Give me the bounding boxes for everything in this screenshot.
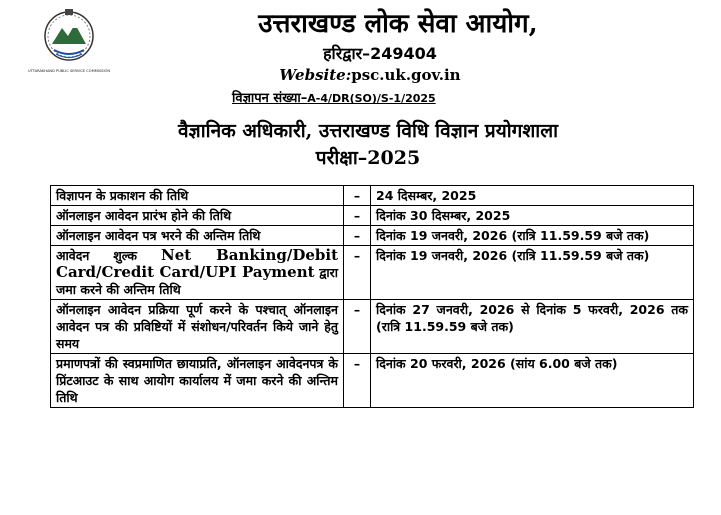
table-row bbox=[51, 354, 694, 408]
exam-title bbox=[98, 118, 638, 172]
table-row bbox=[51, 186, 694, 206]
website-line bbox=[250, 66, 490, 84]
event-cell: प्रमाणपत्रों की स्वप्रमाणित छायाप्रति, ऑनलाइन आवेदनपत्र के प्रिंटआउट के साथ आयोग कार्यालय में जमा करने की अन्तिम तिथि bbox=[51, 354, 344, 408]
org-name: उत्तराखण्ड लोक सेवा आयोग, bbox=[258, 9, 538, 39]
separator-cell: – bbox=[344, 226, 371, 246]
table-row bbox=[51, 206, 694, 226]
date-cell: दिनांक 19 जनवरी, 2026 (रात्रि 11.59.59 बजे तक) bbox=[371, 246, 694, 300]
separator-cell: – bbox=[344, 354, 371, 408]
event-cell: ऑनलाइन आवेदन प्रक्रिया पूर्ण करने के पश्चात् ऑनलाइन आवेदन पत्र की प्रविष्टियों में संशोधन/परिवर्तन किये जाने हेतु समय bbox=[51, 300, 344, 354]
event-cell bbox=[51, 246, 344, 300]
date-cell: दिनांक 27 जनवरी, 2026 से दिनांक 5 फरवरी, 2026 तक (रात्रि 11.59.59 बजे तक) bbox=[371, 300, 694, 354]
date-cell: दिनांक 30 दिसम्बर, 2025 bbox=[371, 206, 694, 226]
org-city: हरिद्वार–249404 bbox=[323, 44, 437, 63]
website-label: Website: bbox=[279, 66, 352, 84]
date-cell: दिनांक 20 फरवरी, 2026 (सांय 6.00 बजे तक) bbox=[371, 354, 694, 408]
event-cell: ऑनलाइन आवेदन प्रारंभ होने की तिथि bbox=[51, 206, 344, 226]
event-text-post: द्वारा जमा करने की अन्तिम तिथि bbox=[56, 265, 339, 297]
table-row bbox=[51, 246, 694, 300]
separator-cell: – bbox=[344, 300, 371, 354]
event-text: विज्ञापन के प्रकाशन की तिथि bbox=[56, 188, 189, 203]
advt-label: विज्ञापन संख्या– bbox=[232, 91, 308, 106]
table-row bbox=[51, 300, 694, 354]
date-cell: 24 दिसम्बर, 2025 bbox=[371, 186, 694, 206]
exam-title-line1: वैज्ञानिक अधिकारी, उत्तराखण्ड विधि विज्ञान प्रयोगशाला bbox=[177, 120, 559, 142]
event-cell: ऑनलाइन आवेदन पत्र भरने की अन्तिम तिथि bbox=[51, 226, 344, 246]
date-cell: दिनांक 19 जनवरी, 2026 (रात्रि 11.59.59 बजे तक) bbox=[371, 226, 694, 246]
header bbox=[0, 0, 721, 118]
separator-cell: – bbox=[344, 246, 371, 300]
website-link[interactable]: psc.uk.gov.in bbox=[351, 66, 461, 84]
event-text-pre: आवेदन शुल्क bbox=[56, 248, 138, 263]
schedule-table bbox=[50, 185, 694, 408]
table-row bbox=[51, 226, 694, 246]
logo-caption: UTTARAKHAND PUBLIC SERVICE COMMISSION bbox=[27, 69, 111, 73]
advertisement-number bbox=[232, 88, 436, 106]
exam-title-line2: परीक्षा–2025 bbox=[315, 147, 421, 169]
advt-value: A-4/DR(SO)/S-1/2025 bbox=[307, 92, 436, 105]
payment-methods: Net Banking/Debit Card/Credit Card/UPI Payment bbox=[56, 246, 339, 281]
separator-cell: – bbox=[344, 206, 371, 226]
separator-cell: – bbox=[344, 186, 371, 206]
ukpsc-emblem-logo bbox=[27, 6, 111, 78]
event-cell bbox=[51, 186, 344, 206]
